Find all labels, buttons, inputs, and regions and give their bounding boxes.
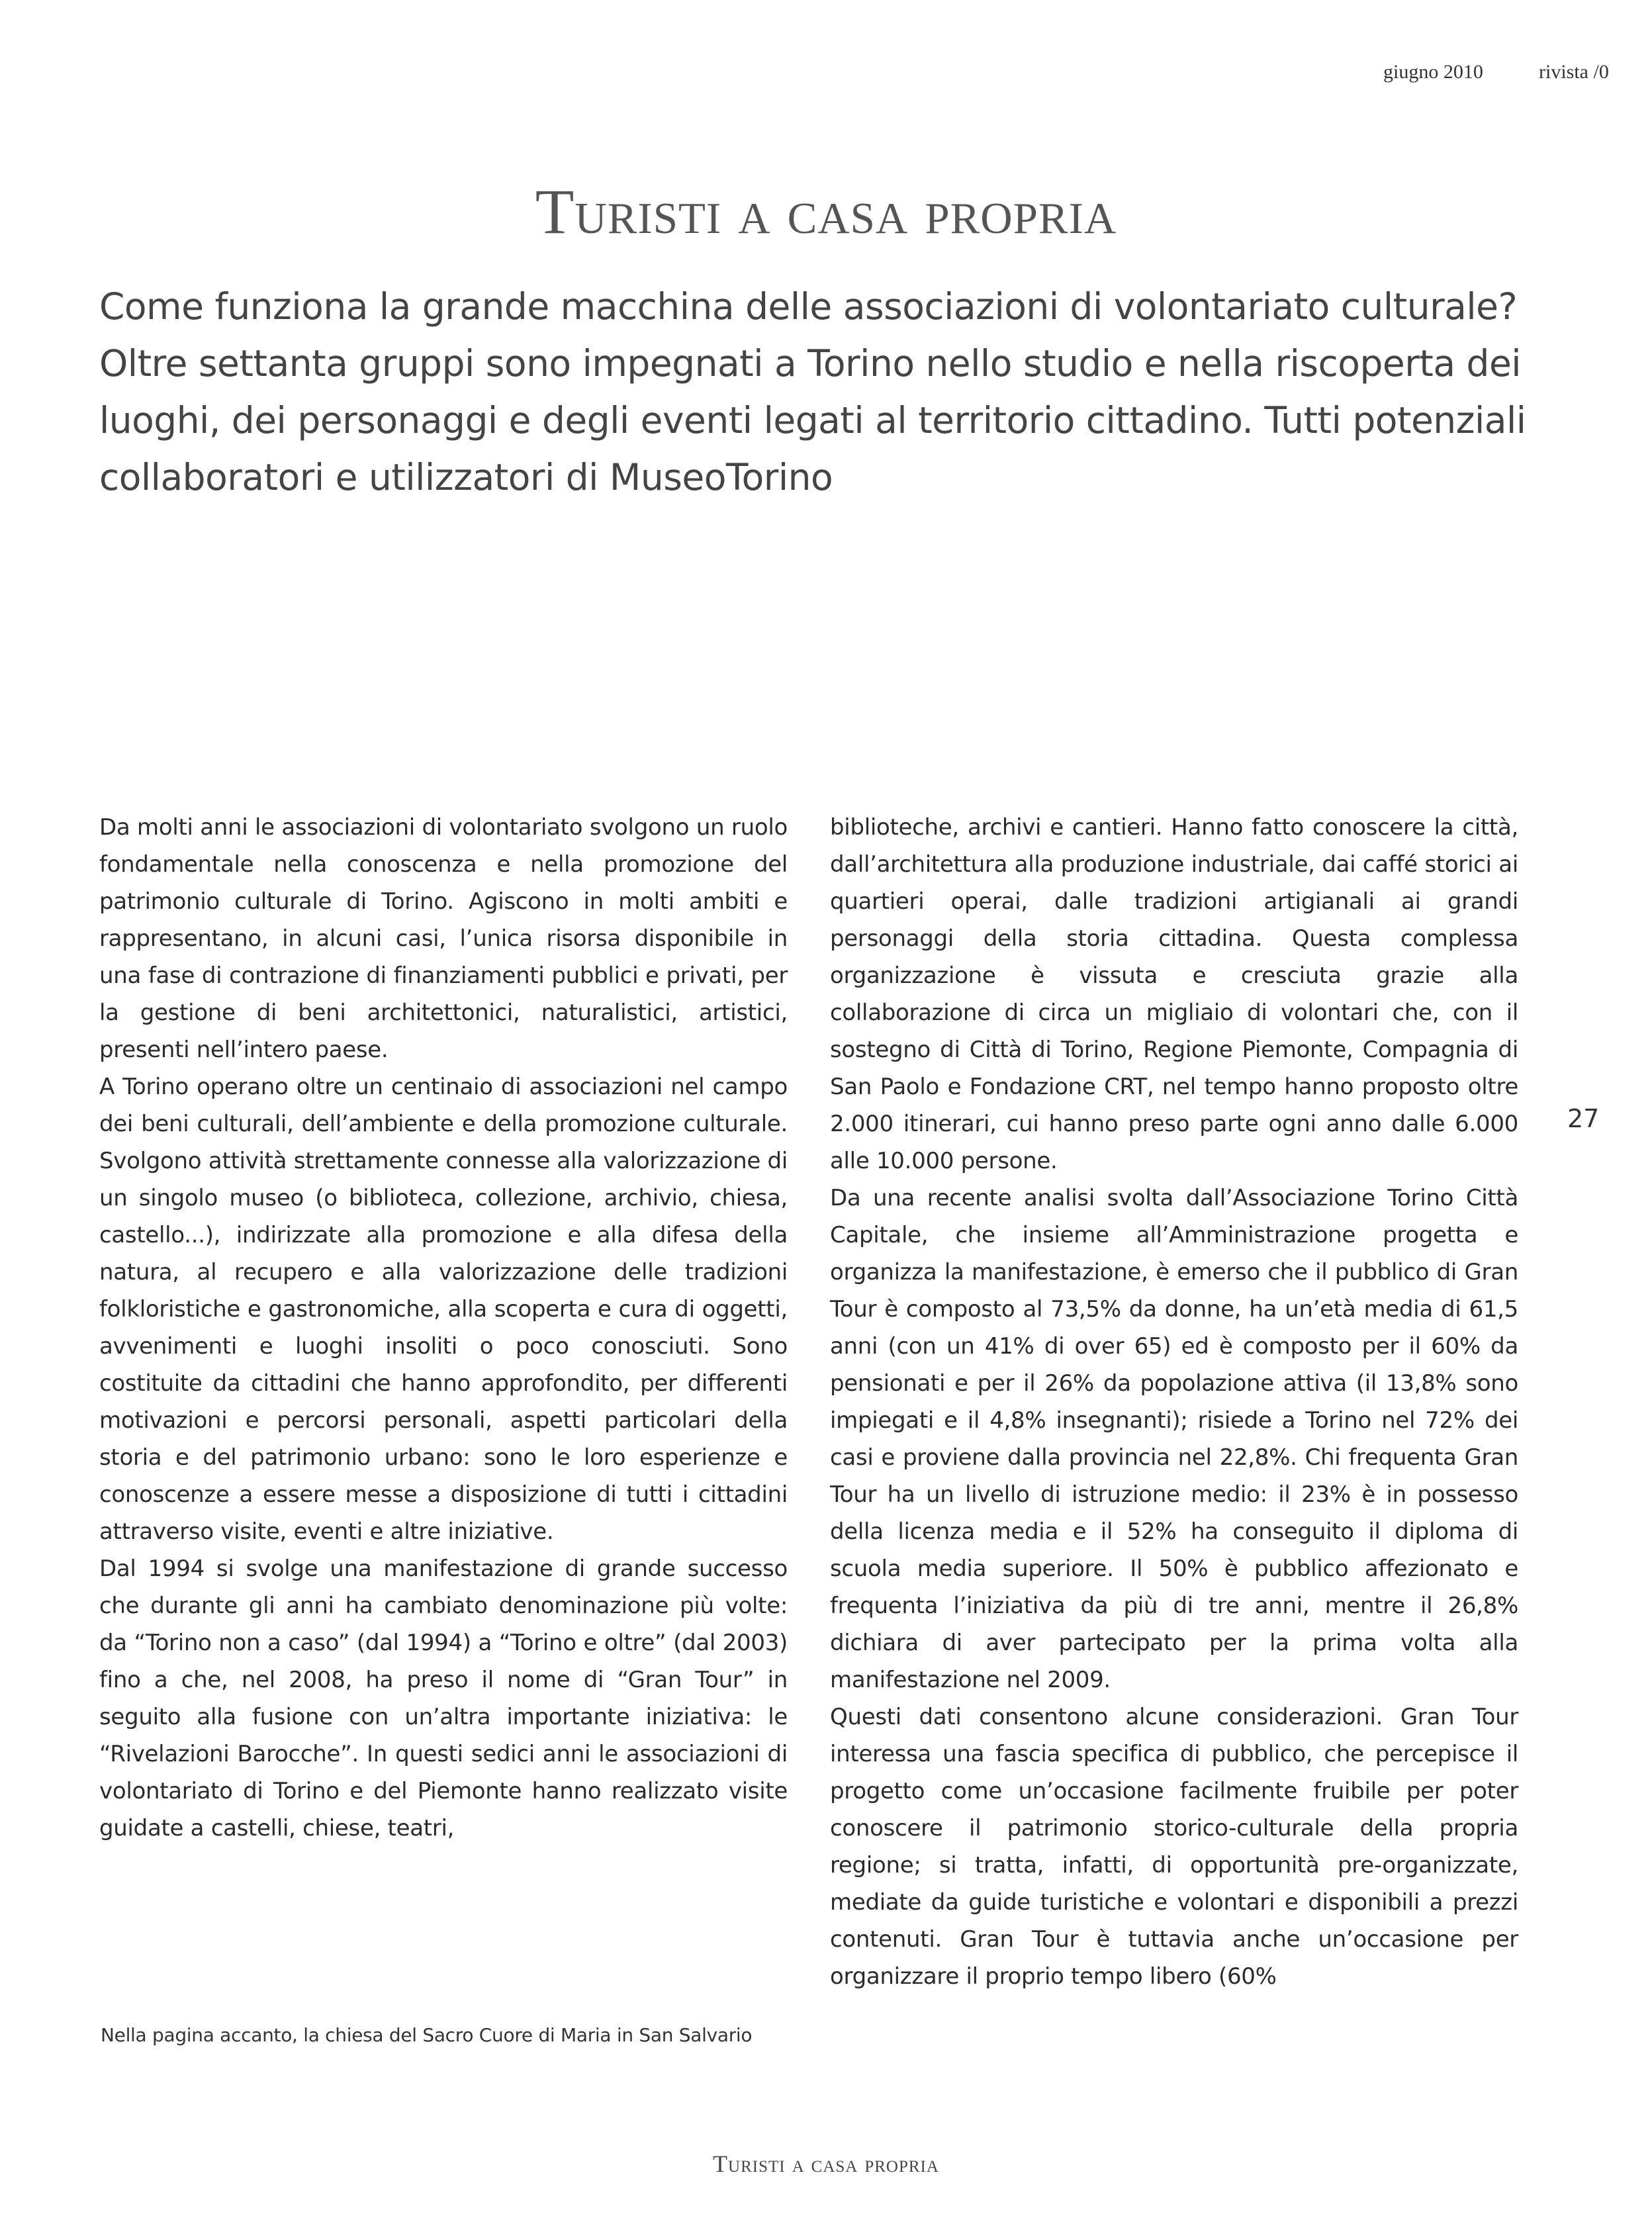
article-subtitle: Come funziona la grande macchina delle associazioni di volontariato culturale? Oltre settanta gruppi sono impegnati a Torino nello studio e nella riscoperta dei luoghi, dei personaggi e degli eventi legati al territorio cittadino. Tutti potenziali collaboratori e utilizzatori di MuseoTorino bbox=[99, 285, 1526, 498]
article-title: Turisti a casa propria bbox=[535, 176, 1117, 247]
paragraph: biblioteche, archivi e cantieri. Hanno fatto conoscere la città, dall’architettura alla produzione industriale, dai caffé storici ai quartieri operai, dalle tradizioni artigianali ai grandi personaggi della storia cittadina. Questa complessa organizzazione è vissuta e cresciuta grazie alla collaborazione di circa un migliaio di volontari che, con il sostegno di Città di Torino, Regione Piemonte, Compagnia di San Paolo e Fondazione CRT, nel tempo hanno proposto oltre 2.000 itinerari, cui hanno preso parte ogni anno dalle 6.000 alle 10.000 persone. bbox=[830, 814, 1518, 1174]
paragraph: Dal 1994 si svolge una manifestazione di grande successo che durante gli anni ha cambiato denominazione più volte: da “Torino non a caso” (dal 1994) a “Torino e oltre” (dal 2003) fino a che, nel 2008, ha preso il nome di “Gran Tour” in seguito alla fusione con un’altra importante iniziativa: le “Rivelazioni Barocche”. In questi sedici anni le associazioni di volontariato di Torino e del Piemonte hanno realizzato visite guidate a castelli, chiese, teatri, bbox=[99, 1556, 788, 1841]
paragraph: Da molti anni le associazioni di volontariato svolgono un ruolo fondamentale nella conoscenza e nella promozione del patrimonio culturale di Torino. Agiscono in molti ambiti e rappresentano, in alcuni casi, l’unica risorsa disponibile in una fase di contrazione di finanziamenti pubblici e privati, per la gestione di beni architettonici, naturalistici, artistici, presenti nell’intero paese. bbox=[99, 814, 788, 1063]
paragraph: Questi dati consentono alcune considerazioni. Gran Tour interessa una fascia specifica di pubblico, che percepisce il progetto come un’occasione facilmente fruibile per poter conoscere il patrimonio storico-culturale della propria regione; si tratta, infatti, di opportunità pre-organizzate, mediate da guide turistiche e volontari e disponibili a prezzi contenuti. Gran Tour è tuttavia anche un’occasione per organizzare il proprio tempo libero (60% bbox=[830, 1704, 1518, 1990]
issue-date: giugno 2010 bbox=[1383, 61, 1483, 83]
image-caption: Nella pagina accanto, la chiesa del Sacro Cuore di Maria in San Salvario bbox=[101, 2024, 753, 2046]
text-column-left bbox=[99, 809, 788, 1847]
text-column-right bbox=[830, 809, 1518, 1995]
paragraph: A Torino operano oltre un centinaio di associazioni nel campo dei beni culturali, dell’ambiente e della promozione culturale. Svolgono attività strettamente connesse alla valorizzazione di un singolo museo (o biblioteca, collezione, archivio, chiesa, castello...), indirizzate alla promozione e alla difesa della natura, al recupero e alla valorizzazione delle tradizioni folkloristiche e gastronomiche, alla scoperta e cura di oggetti, avvenimenti e luoghi insoliti o poco conosciuti. Sono costituite da cittadini che hanno approfondito, per differenti motivazioni e percorsi personali, aspetti particolari della storia e del patrimonio urbano: sono le loro esperienze e conoscenze a essere messe a disposizione di tutti i cittadini attraverso visite, eventi e altre iniziative. bbox=[99, 1074, 788, 1545]
running-footer: Turisti a casa propria bbox=[713, 2151, 939, 2177]
magazine-name: rivista /0 bbox=[1539, 61, 1609, 83]
paragraph: Da una recente analisi svolta dall’Associazione Torino Città Capitale, che insieme all’Amministrazione progetta e organizza la manifestazione, è emerso che il pubblico di Gran Tour è composto al 73,5% da donne, ha un’età media di 61,5 anni (con un 41% di over 65) ed è composto per il 60% da pensionati e per il 26% da popolazione attiva (il 13,8% sono impiegati e il 4,8% insegnanti); risiede a Torino nel 72% dei casi e proviene dalla provincia nel 22,8%. Chi frequenta Gran Tour ha un livello di istruzione medio: il 23% è in possesso della licenza media e il 52% ha conseguito il diploma di scuola media superiore. Il 50% è pubblico affezionato e frequenta l’iniziativa da più di tre anni, mentre il 26,8% dichiara di aver partecipato per la prima volta alla manifestazione nel 2009. bbox=[830, 1185, 1518, 1693]
page-number: 27 bbox=[1567, 1104, 1600, 1133]
